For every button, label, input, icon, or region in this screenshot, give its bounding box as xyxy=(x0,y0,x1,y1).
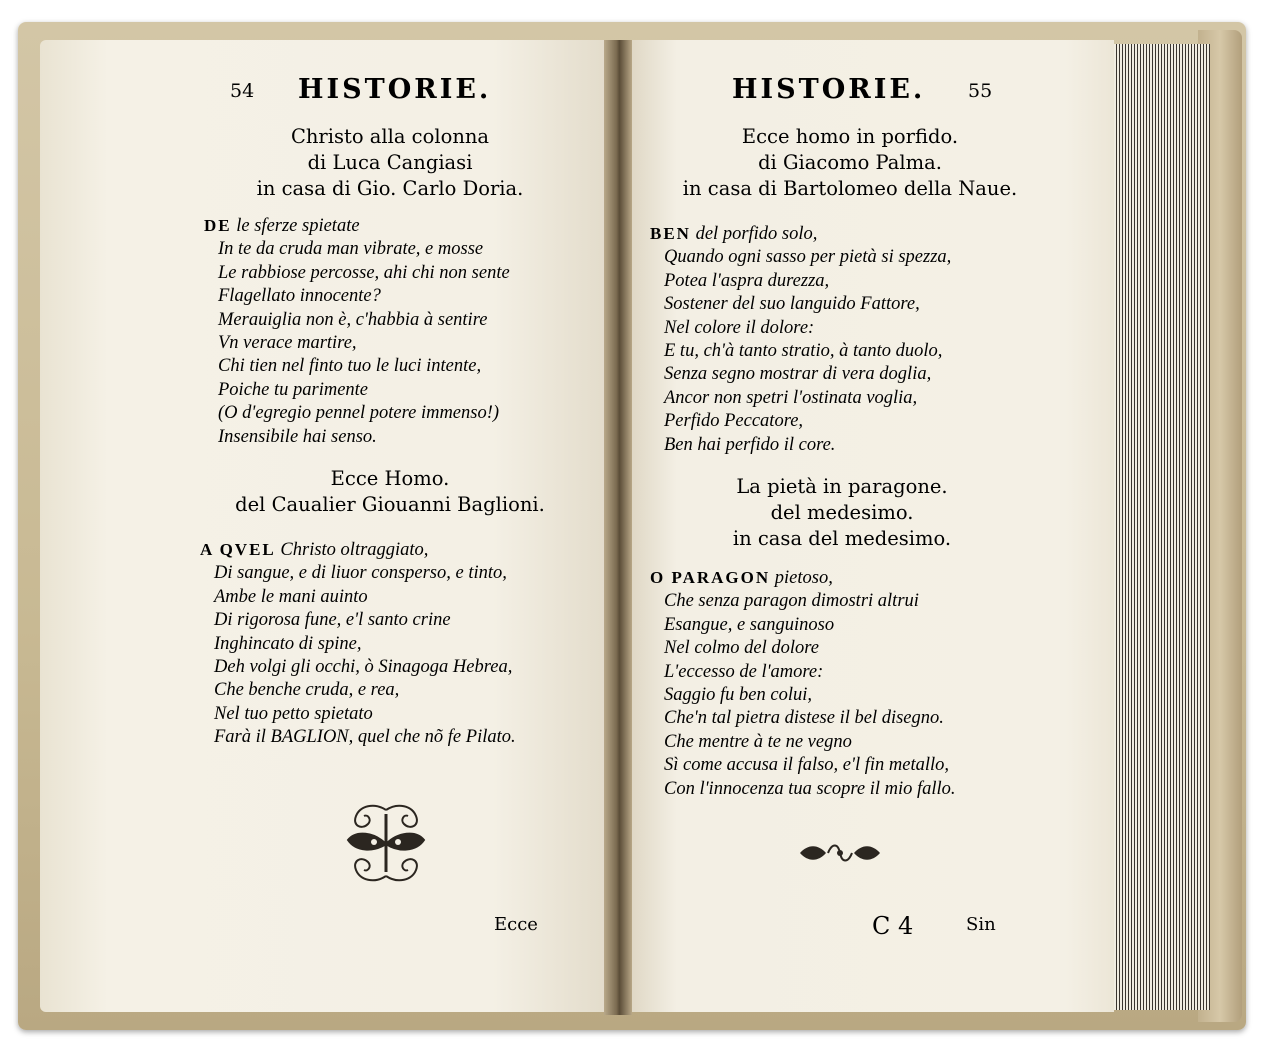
verse-first-line: O PARAGON pietoso, xyxy=(650,568,833,588)
verse-line: Perfido Peccatore, xyxy=(664,411,804,432)
right-poem1-title xyxy=(660,124,1040,202)
verse-line: Ambe le mani auinto xyxy=(214,586,368,607)
verse-line: Le rabbiose percosse, ahi chi non sente xyxy=(218,262,510,283)
poem-title-line: Ecce homo in porfido. xyxy=(741,125,959,148)
right-poem2-verse xyxy=(650,566,956,801)
verse-line: Di rigorosa fune, e'l santo crine xyxy=(214,610,451,631)
initial-word: DE xyxy=(204,216,232,235)
left-page-number: 54 xyxy=(230,80,255,102)
verse-line: Nel colmo del dolore xyxy=(664,638,819,659)
left-running-head: HISTORIE. xyxy=(298,74,492,105)
left-poem2-title xyxy=(200,466,580,518)
verse-line: Nel tuo petto spietato xyxy=(214,703,373,724)
poem-title-line: del medesimo. xyxy=(770,501,914,524)
verse-line: Inghincato di spine, xyxy=(214,633,362,654)
left-catchword: Ecce xyxy=(494,914,538,935)
verse-line: Potea l'aspra durezza, xyxy=(664,270,830,291)
verse-line: Ben hai perfido il core. xyxy=(664,434,836,455)
verse-line: Di sangue, e di liuor consperso, e tinto, xyxy=(214,563,507,584)
verse-line: Vn verace martire, xyxy=(218,333,357,354)
verse-line: E tu, ch'à tanto stratio, à tanto duolo, xyxy=(664,341,943,362)
verse-line: In te da cruda man vibrate, e mosse xyxy=(218,239,484,260)
poem-title-line: La pietà in paragone. xyxy=(736,475,948,498)
verse-line: (O d'egregio pennel potere immenso!) xyxy=(218,403,500,424)
verse-line: Quando ogni sasso per pietà si spezza, xyxy=(664,247,952,268)
verse-line: Merauiglia non è, c'habbia à sentire xyxy=(218,309,488,330)
verse-line: Con l'innocenza tua scopre il mio fallo. xyxy=(664,778,956,799)
verse-line: Che senza paragon dimostri altrui xyxy=(664,591,919,612)
initial-word: A QVEL xyxy=(200,540,276,559)
poem-title-line: di Giacomo Palma. xyxy=(758,151,942,174)
right-poem2-title xyxy=(652,474,1032,552)
left-poem2-verse xyxy=(200,538,516,750)
verse-first-line: A QVEL Christo oltraggiato, xyxy=(200,540,429,560)
right-running-head: HISTORIE. xyxy=(732,74,926,105)
verse-line: Chi tien nel finto tuo le luci intente, xyxy=(218,356,482,377)
verse-line: Nel colore il dolore: xyxy=(664,317,815,338)
verse-line: Saggio fu ben colui, xyxy=(664,685,812,706)
book-gutter xyxy=(604,40,632,1015)
verse-line: Che mentre à te ne vegno xyxy=(664,731,852,752)
verse-line: Esangue, e sanguinoso xyxy=(664,614,835,635)
left-poem1-verse xyxy=(204,214,510,449)
right-catchword: Sin xyxy=(966,914,996,935)
page-edges xyxy=(1114,44,1210,1010)
verse-line: Poiche tu parimente xyxy=(218,379,369,400)
initial-word: O PARAGON xyxy=(650,568,771,587)
poem-title-line: del Caualier Giouanni Baglioni. xyxy=(235,493,545,516)
right-page-number: 55 xyxy=(968,80,993,102)
signature-mark: C 4 xyxy=(872,912,914,940)
right-poem1-verse xyxy=(650,222,952,457)
floral-ornament-icon xyxy=(334,800,438,886)
poem-title-line: in casa di Bartolomeo della Naue. xyxy=(682,177,1018,200)
verse-line: Sì come accusa il falso, e'l fin metallo, xyxy=(664,755,950,776)
poem-title-line: in casa di Gio. Carlo Doria. xyxy=(256,177,524,200)
verse-line: Senza segno mostrar di vera doglia, xyxy=(664,364,932,385)
left-poem1-title xyxy=(200,124,580,202)
poem-title-line: in casa del medesimo. xyxy=(732,527,952,550)
verse-first-line: DE le sferze spietate xyxy=(204,216,360,236)
initial-word: BEN xyxy=(650,224,691,243)
verse-line: Che'n tal pietra distese il bel disegno. xyxy=(664,708,944,729)
poem-title-line: Ecce Homo. xyxy=(330,467,450,490)
poem-title-line: di Luca Cangiasi xyxy=(307,151,473,174)
verse-line: Insensibile hai senso. xyxy=(218,426,377,447)
verse-line: Che benche cruda, e rea, xyxy=(214,680,400,701)
verse-line: Flagellato innocente? xyxy=(218,286,381,307)
verse-first-line: BEN del porfido solo, xyxy=(650,224,818,244)
verse-line: L'eccesso de l'amore: xyxy=(664,661,824,682)
fleuron-ornament-icon xyxy=(798,840,882,866)
verse-line: Deh volgi gli occhi, ò Sinagoga Hebrea, xyxy=(214,657,513,678)
verse-line: Farà il BAGLION, quel che nõ fe Pilato. xyxy=(214,727,516,748)
poem-title-line: Christo alla colonna xyxy=(290,125,490,148)
verse-line: Ancor non spetri l'ostinata voglia, xyxy=(664,387,918,408)
verse-line: Sostener del suo languido Fattore, xyxy=(664,294,920,315)
